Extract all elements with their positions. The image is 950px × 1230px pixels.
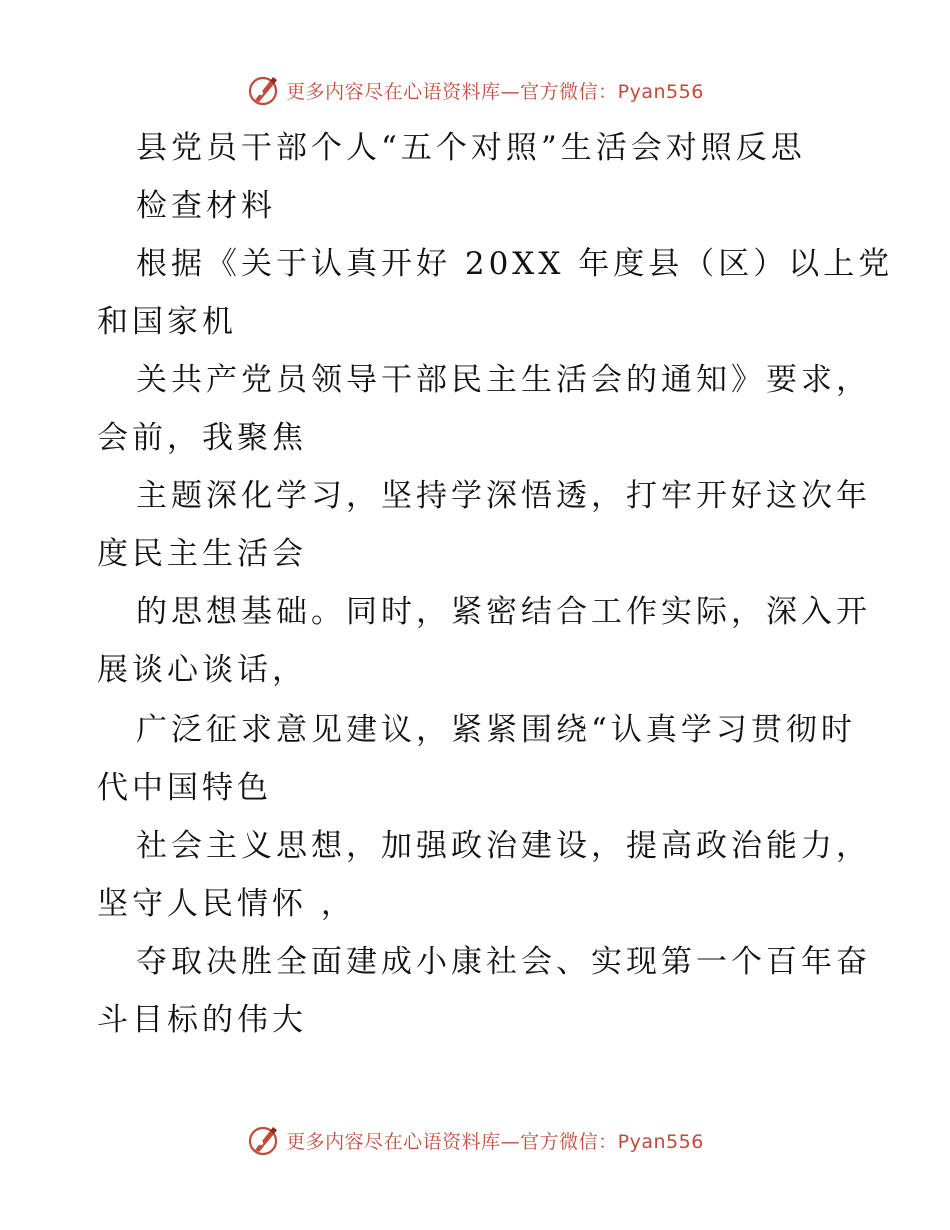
- doc-line: 夺取决胜全面建成小康社会、实现第一个百年奋: [136, 944, 871, 980]
- doc-line: 坚守人民情怀 ，: [97, 886, 356, 922]
- doc-line: 广泛征求意见建议，紧紧围绕“认真学习贯彻时: [136, 712, 856, 748]
- watermark-text: [286, 1127, 704, 1154]
- header-watermark-group: [246, 73, 704, 107]
- doc-line: 主题深化学习，坚持学深悟透，打牢开好这次年: [136, 478, 871, 514]
- watermark-handle: Pyan556: [617, 80, 704, 103]
- doc-line: 社会主义思想，加强政治建设，提高政治能力，: [136, 828, 871, 864]
- pen-logo-icon: [246, 1123, 280, 1157]
- footer-watermark: [0, 1120, 950, 1160]
- doc-line: 的思想基础。同时，紧密结合工作实际，深入开: [136, 594, 871, 630]
- doc-line: 代中国特色: [97, 770, 272, 806]
- doc-line: 关共产党员领导干部民主生活会的通知》要求，: [136, 362, 871, 398]
- watermark-text: [286, 77, 704, 104]
- doc-line: 度民主生活会: [97, 536, 307, 572]
- watermark-handle: Pyan556: [617, 1130, 704, 1153]
- doc-line: 斗目标的伟大: [97, 1002, 307, 1038]
- watermark-label: 更多内容尽在心语资料库—官方微信：: [286, 1130, 618, 1153]
- watermark-label: 更多内容尽在心语资料库—官方微信：: [286, 80, 618, 103]
- header-watermark: [0, 70, 950, 110]
- pen-logo-icon: [246, 73, 280, 107]
- doc-line: 展谈心谈话，: [97, 652, 307, 688]
- doc-line: 和国家机: [97, 304, 237, 340]
- doc-line-title-1: 县党员干部个人“五个对照”生活会对照反思: [136, 130, 806, 166]
- footer-watermark-group: [246, 1123, 704, 1157]
- doc-line: 根据《关于认真开好 20XX 年度县（区）以上党: [136, 246, 894, 282]
- doc-line: 会前，我聚焦: [97, 420, 307, 456]
- doc-line-title-2: 检查材料: [136, 188, 276, 224]
